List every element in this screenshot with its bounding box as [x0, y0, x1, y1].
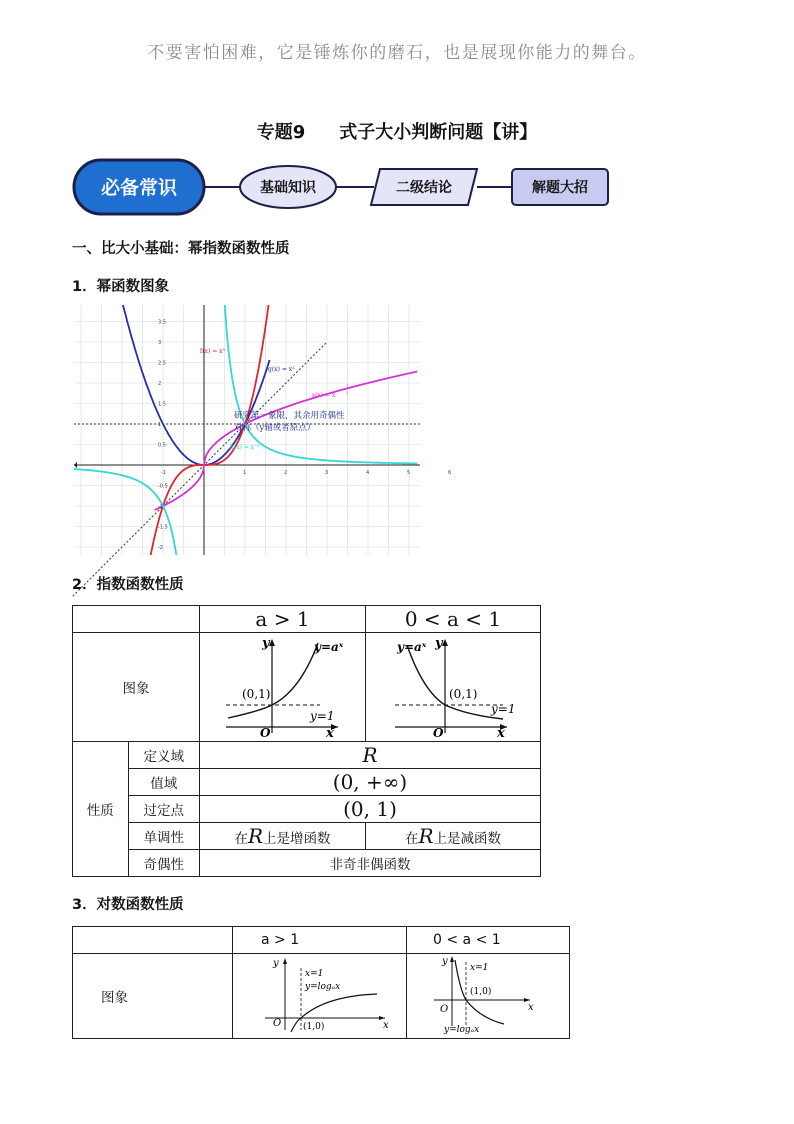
log2-x1-label: x=1	[470, 963, 489, 973]
exp-range-value: (0, +∞)	[200, 769, 541, 796]
log-graph-decreasing	[408, 954, 568, 1034]
y-tick-label: 3.5	[158, 319, 166, 326]
x-tick-label: 5	[407, 470, 411, 476]
y-tick-label: -0.5	[158, 483, 168, 490]
exp-graph-label: 图象	[73, 633, 200, 742]
square-label: g(x) = x²	[268, 366, 295, 373]
exp-parity-value: 非奇非偶函数	[200, 850, 541, 877]
exp-domain-value: R	[200, 742, 541, 769]
exp1-point-label: (0,1)	[242, 687, 271, 701]
exp2-x-label: x	[496, 726, 505, 741]
log1-origin-label: O	[272, 1018, 281, 1029]
x-tick-label: 3	[325, 470, 329, 476]
y-tick-label: -1	[158, 504, 163, 510]
sub-heading-log: 3．对数函数性质	[72, 897, 184, 913]
exp1-line-label: y=1	[310, 709, 335, 723]
x-tick-label: 6	[448, 470, 452, 476]
log-graph-increasing	[235, 954, 405, 1034]
exp-fixed-point-value: (0, 1)	[200, 796, 541, 823]
exp-row-label: 单调性	[128, 823, 199, 850]
exp-header-a-lt-1: 0 < a < 1	[365, 606, 540, 633]
s-exponent-denominator: 2	[346, 390, 349, 395]
log-header-a-lt-1: 0 < a < 1	[407, 927, 570, 954]
exp-header-a-gt-1: a > 1	[200, 606, 366, 633]
log-function-table	[72, 926, 570, 1039]
exp2-point-label: (0,1)	[448, 687, 478, 701]
log1-x1-label: x=1	[304, 969, 323, 979]
y-tick-label: 1.5	[158, 401, 166, 408]
log2-point-label: (1,0)	[470, 987, 492, 997]
y-tick-label: 0.5	[158, 442, 166, 449]
exp2-origin-label: O	[432, 726, 444, 740]
log2-origin-label: O	[440, 1004, 449, 1015]
exp1-y-label: y	[262, 636, 271, 651]
exp2-curve-label: y=aˣ	[396, 640, 427, 654]
sub-heading-power: 1．幂函数图象	[72, 279, 170, 295]
log1-point-label: (1,0)	[302, 1022, 324, 1032]
y-tick-label: 3	[158, 340, 162, 346]
flow-label-basic: 基础知识	[260, 180, 316, 196]
log2-y-label: y	[442, 956, 448, 967]
log-header-a-gt-1: a > 1	[233, 927, 407, 954]
s-function-label: s(x) = x	[312, 392, 336, 399]
inverse-label: h(x) = x⁻²	[230, 444, 260, 451]
log1-x-label: x	[382, 1020, 389, 1031]
log1-curve-label: y=logₐx	[304, 982, 340, 992]
sub-heading-exp: 2．指数函数性质	[72, 577, 184, 593]
flow-label-conclusion: 二级结论	[396, 180, 452, 196]
exp2-line-label: y=1	[490, 702, 516, 716]
section-heading: 一、比大小基础：幂指数函数性质	[72, 241, 290, 257]
log-graph-label: 图象	[73, 954, 233, 1039]
exp1-curve-label: y=aˣ	[314, 640, 344, 654]
x-tick-label: 2	[284, 470, 288, 476]
log2-curve-label: y=logₐx	[444, 1025, 480, 1035]
flow-banner	[72, 157, 632, 217]
exp-header-empty	[73, 606, 200, 633]
exp-mono-increasing: 在R上是增函数	[200, 823, 366, 850]
title-part2: 式子大小判断问题【讲】	[339, 122, 538, 143]
page-title	[0, 118, 794, 144]
motto-text: 不要害怕困难，它是锤炼你的磨石，也是展现你能力的舞台。	[147, 43, 647, 63]
x-tick-label: -1	[161, 470, 166, 476]
exp-row-label: 过定点	[128, 796, 199, 823]
exp-prop-label: 性质	[73, 742, 129, 877]
y-tick-label: -2	[158, 545, 163, 551]
exp-graph-increasing	[200, 633, 364, 741]
cubic-label: f(x) = x³	[200, 348, 225, 355]
exp-function-table	[72, 605, 541, 877]
title-part1: 专题9	[256, 122, 306, 143]
power-function-graph	[74, 305, 452, 555]
log1-y-label: y	[272, 958, 279, 969]
log-header-empty	[73, 927, 233, 954]
log-graph-cell-2	[407, 954, 570, 1039]
x-tick-label: 4	[366, 470, 370, 476]
y-tick-label: 2	[158, 381, 162, 387]
graph-note-line1: 研究第一象限，其余用奇偶性	[234, 411, 345, 421]
x-tick-label: 1	[243, 470, 247, 476]
exp-row-label: 定义域	[128, 742, 199, 769]
exp2-y-label: y	[434, 636, 443, 651]
graph-note-line2: 对称（y轴或者原点）	[234, 423, 316, 433]
log2-x-label: x	[528, 1002, 534, 1013]
exp-mono-decreasing: 在R上是减函数	[365, 823, 540, 850]
y-tick-label: -1.5	[158, 524, 168, 531]
exp-graph-cell-1	[200, 633, 366, 742]
exp-graph-decreasing	[367, 633, 539, 741]
exp1-origin-label: O	[260, 726, 271, 740]
y-tick-label: 1	[158, 422, 162, 428]
flow-label-trick: 解题大招	[532, 180, 588, 196]
exp-graph-cell-2	[365, 633, 540, 742]
s-exponent-numerator: 1	[346, 383, 349, 388]
flow-label-main: 必备常识	[100, 177, 178, 199]
exp1-x-label: x	[326, 726, 335, 741]
log-graph-cell-1	[233, 954, 407, 1039]
exp-row-label: 值域	[128, 769, 199, 796]
exp-row-label: 奇偶性	[128, 850, 199, 877]
y-tick-label: 2.5	[158, 360, 166, 367]
